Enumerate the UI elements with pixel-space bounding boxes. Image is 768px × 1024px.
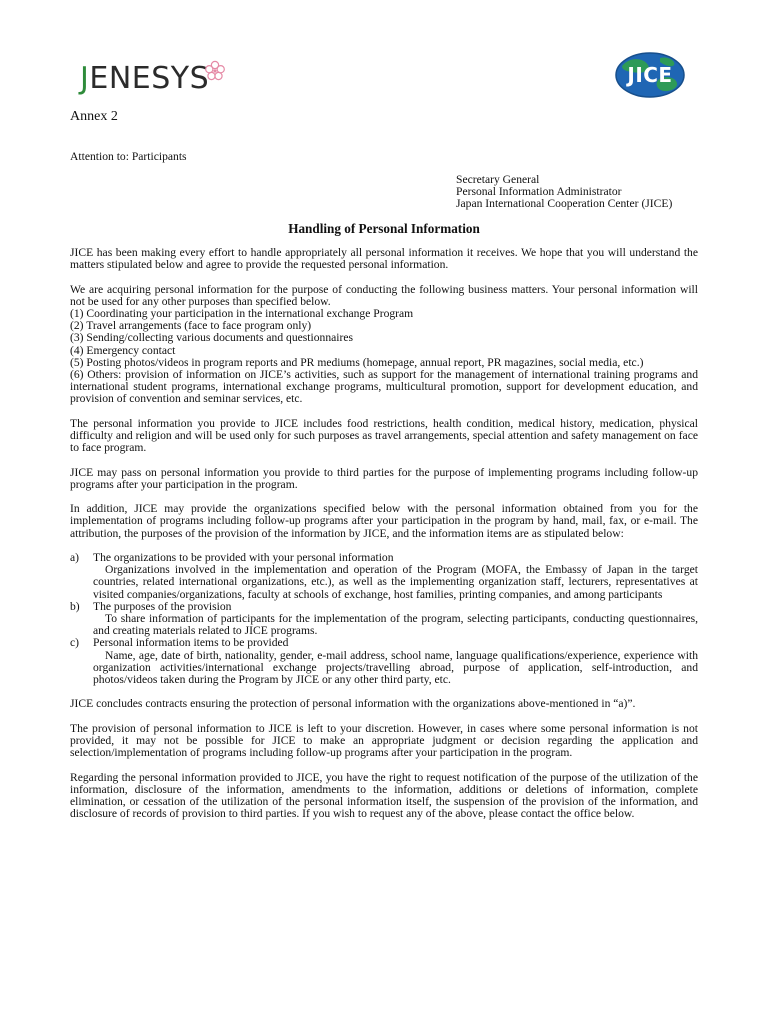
paragraph: JICE has been making every effort to handle appropriately all personal information it receives. We hope that you will understand the matters stipulated below and agree to provide the requested personal information. xyxy=(70,246,698,272)
annex-label: Annex 2 xyxy=(70,109,118,124)
document-body xyxy=(70,247,698,833)
list-marker: a) xyxy=(70,551,80,564)
purpose-item: (3) Sending/collecting various documents and questionnaires xyxy=(70,331,354,345)
list-heading: The purposes of the provision xyxy=(93,599,232,613)
document-title: Handling of Personal Information xyxy=(288,221,480,236)
paragraph: Regarding the personal information provided to JICE, you have the right to request notification of the purpose of the utilization of the information, disclosure of the information, amendments to the information, additions or deletions of information, complete elimination, or cessation of the utilization of the personal information itself, the suspension of the provision of the information, and disclosure of records of provision to third parties. If you wish to request any of the above, please contact the office below. xyxy=(70,770,698,821)
sender-block xyxy=(456,174,672,211)
purpose-item: (2) Travel arrangements (face to face program only) xyxy=(70,319,312,333)
sender-line: Personal Information Administrator xyxy=(456,185,622,199)
jice-logo xyxy=(614,52,686,98)
paragraph: We are acquiring personal information for the purpose of conducting the following business matters. Your personal information will not be used for any other purposes than specified below. xyxy=(70,282,698,308)
purpose-item: (1) Coordinating your participation in the international exchange Program xyxy=(70,307,414,320)
purpose-section xyxy=(70,284,698,406)
paragraph: JICE may pass on personal information you provide to third parties for the purpose of implementing programs including follow-up programs after your participation in the program. xyxy=(70,465,698,491)
sender-line: Japan International Cooperation Center (JICE) xyxy=(456,197,673,211)
provision-item-body: Organizations involved in the implementation and operation of the Program (MOFA, the Embassy of Japan in the target countries, related international organizations, etc.), as well as the implementing organization staff, lecturers, representatives at visited companies/organizations, faculty at schools of exchange, host families, printing companies, and among participants xyxy=(93,563,698,601)
sender-line: Secretary General xyxy=(456,173,540,186)
paragraph: In addition, JICE may provide the organizations specified below with the personal information obtained from you for the implementation of programs including follow-up programs after your participation in the program by hand, mail, fax, or e-mail. The attribution, the purposes of the provision of the information by JICE, and the information items are as stipulated below: xyxy=(70,502,698,540)
provision-item-body: To share information of participants for the implementation of the program, selecting participants, conducting questionnaires, and creating materials related to JICE programs. xyxy=(93,612,698,638)
list-marker: c) xyxy=(70,636,80,650)
provision-item-heading xyxy=(70,636,698,650)
provision-list xyxy=(70,552,698,686)
list-heading: The organizations to be provided with your personal information xyxy=(93,551,394,564)
paragraph: The personal information you provide to JICE includes food restrictions, health condition, medical history, medication, physical difficulty and religion and will be used only for such purposes as travel arrangements, special attention and safety management on face to face program. xyxy=(70,416,698,455)
purpose-item: (6) Others: provision of information on JICE’s activities, such as support for the management of international training programs and international student programs, international exchange programs, multicultural promotion, support for development education, and provision of convention and seminar services, etc. xyxy=(70,368,698,406)
attention-line: Attention to: Participants xyxy=(70,150,187,163)
purpose-item: (5) Posting photos/videos in program reports and PR mediums (homepage, annual report, PR magazines, social media, etc.) xyxy=(70,355,644,369)
purpose-item: (4) Emergency contact xyxy=(70,343,176,357)
paragraph: JICE concludes contracts ensuring the protection of personal information with the organizations above-mentioned in “a)”. xyxy=(70,697,636,711)
jenesys-logo xyxy=(80,58,230,100)
provision-item-body: Name, age, date of birth, nationality, gender, e-mail address, school name, language qualifications/experience, experience with organization activities/international exchange projects/travelling abroad, purpose of application, self-introduction, and photos/videos taken during the Program by JICE or any other third party, etc. xyxy=(93,648,698,687)
paragraph: The provision of personal information to JICE is left to your discretion. However, in cases where some personal information is not provided, it may not be possible for JICE to make an appropriate judgment or decision regarding the application and selection/implementation of programs including follow-up programs after your participation in the program. xyxy=(70,721,698,760)
jice-logo-text: JICE xyxy=(627,63,673,87)
list-marker: b) xyxy=(70,599,80,613)
jenesys-logo-text: JENESYS xyxy=(80,61,210,96)
list-heading: Personal information items to be provided xyxy=(93,636,289,650)
cherry-blossom-icon xyxy=(204,60,226,82)
